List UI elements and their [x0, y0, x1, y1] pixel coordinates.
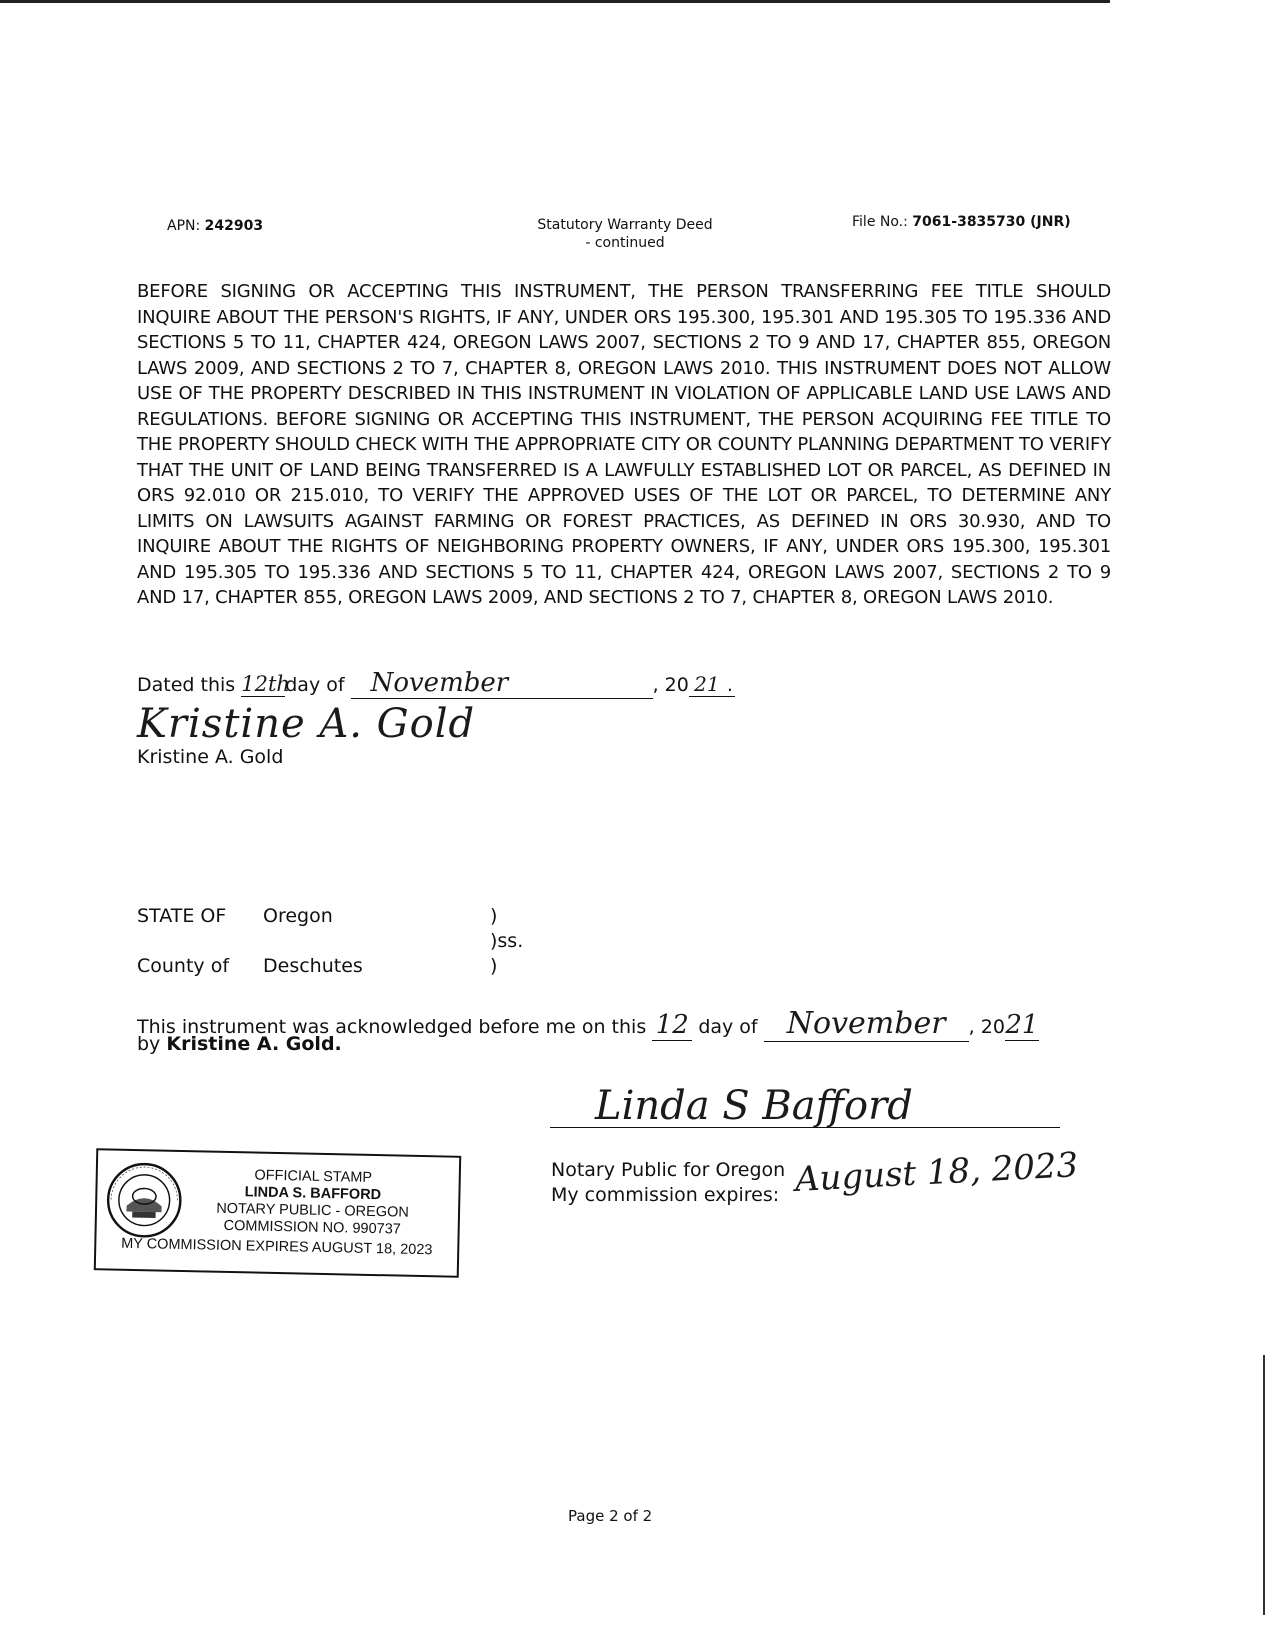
file-number — [852, 214, 1071, 230]
statutory-notice: BEFORE SIGNING OR ACCEPTING THIS INSTRUMENT, THE PERSON TRANSFERRING FEE TITLE SHOULD INQUIRE ABOUT THE PERSON'S RIGHTS, IF ANY, UNDER ORS 195.300, 195.301 AND 195.305 TO 195.336 AND SECTIONS 5 TO 11, CHAPTER 424, OREGON LAWS 2007, SECTIONS 2 TO 9 AND 17, CHAPTER 855, OREGON LAWS 2009, AND SECTIONS 2 TO 7, CHAPTER 8, OREGON LAWS 2010. THIS INSTRUMENT DOES NOT ALLOW USE OF THE PROPERTY DESCRIBED IN THIS INSTRUMENT IN VIOLATION OF APPLICABLE LAND USE LAWS AND REGULATIONS. BEFORE SIGNING OR ACCEPTING THIS INSTRUMENT, THE PERSON ACQUIRING FEE TITLE TO THE PROPERTY SHOULD CHECK WITH THE APPROPRIATE CITY OR COUNTY PLANNING DEPARTMENT TO VERIFY THAT THE UNIT OF LAND BEING TRANSFERRED IS A LAWFULLY ESTABLISHED LOT OR PARCEL, AS DEFINED IN ORS 92.010 OR 215.010, TO VERIFY THE APPROVED USES OF THE LOT OR PARCEL, TO DETERMINE ANY LIMITS ON LAWSUITS AGAINST FARMING OR FOREST PRACTICES, AS DEFINED IN ORS 30.930, AND TO INQUIRE ABOUT THE RIGHTS OF NEIGHBORING PROPERTY OWNERS, IF ANY, UNDER ORS 195.300, 195.301 AND 195.305 TO 195.336 AND SECTIONS 5 TO 11, CHAPTER 424, OREGON LAWS 2007, SECTIONS 2 TO 9 AND 17, CHAPTER 855, OREGON LAWS 2009, AND SECTIONS 2 TO 7, CHAPTER 8, OREGON LAWS 2010. — [137, 281, 1111, 608]
ack-year: 21 — [1005, 1010, 1039, 1040]
ack-by-name: Kristine A. Gold. — [166, 1033, 342, 1055]
file-number-label: File No.: — [852, 214, 908, 230]
dated-mid: day of — [285, 674, 345, 696]
dated-day: 12th — [241, 672, 290, 696]
ack-prefix: This instrument was acknowledged before me on this — [137, 1016, 647, 1038]
notary-signature: Linda S Bafford — [595, 1083, 913, 1129]
state-value: Oregon — [263, 905, 333, 927]
stamp-line1: OFFICIAL STAMP — [254, 1167, 373, 1186]
grantor-signature: Kristine A. Gold — [137, 701, 476, 747]
document-title-line2: - continued — [585, 235, 665, 251]
dated-year: 21 — [689, 672, 725, 697]
official-stamp — [94, 1148, 461, 1278]
ack-year-prefix: , 20 — [968, 1016, 1005, 1038]
file-number-value: 7061-3835730 (JNR) — [912, 214, 1071, 230]
apn — [167, 218, 263, 234]
ack-month: November — [764, 1006, 969, 1042]
ack-by-prefix: by — [137, 1033, 161, 1055]
document-title-line1: Statutory Warranty Deed — [537, 217, 713, 233]
venue-paren-top: ) — [490, 905, 498, 927]
stamp-line5: MY COMMISSION EXPIRES AUGUST 18, 2023 — [120, 1235, 433, 1259]
notary-title: Notary Public for Oregon — [551, 1159, 786, 1181]
document-title — [510, 216, 740, 252]
ack-day: 12 — [652, 1010, 692, 1041]
ack-by-line — [137, 1033, 342, 1055]
dated-suffix: . — [726, 674, 733, 696]
county-value: Deschutes — [263, 955, 363, 977]
dated-line — [137, 668, 735, 699]
page-number: Page 2 of 2 — [568, 1507, 653, 1525]
county-label: County of — [137, 955, 230, 977]
commission-label: My commission expires: — [551, 1184, 780, 1206]
scan-top-edge — [0, 0, 1110, 3]
notary-signature-line — [550, 1127, 1060, 1128]
apn-label: APN: — [167, 218, 201, 234]
dated-year-prefix: , 20 — [652, 674, 689, 696]
dated-month: November — [351, 668, 653, 699]
state-label: STATE OF — [137, 905, 227, 927]
grantor-printed-name: Kristine A. Gold — [137, 746, 284, 768]
venue-paren-bottom: ) — [490, 955, 498, 977]
stamp-line4: COMMISSION NO. 990737 — [223, 1217, 401, 1238]
dated-prefix: Dated this — [137, 674, 236, 696]
apn-value: 242903 — [204, 218, 264, 234]
stamp-line2: LINDA S. BAFFORD — [244, 1184, 382, 1204]
venue-ss: )ss. — [490, 930, 524, 952]
stamp-line3: NOTARY PUBLIC - OREGON — [216, 1200, 409, 1221]
scan-edge-line — [1263, 1355, 1265, 1615]
commission-date: August 18, 2023 — [793, 1145, 1080, 1200]
ack-mid: day of — [698, 1016, 758, 1038]
